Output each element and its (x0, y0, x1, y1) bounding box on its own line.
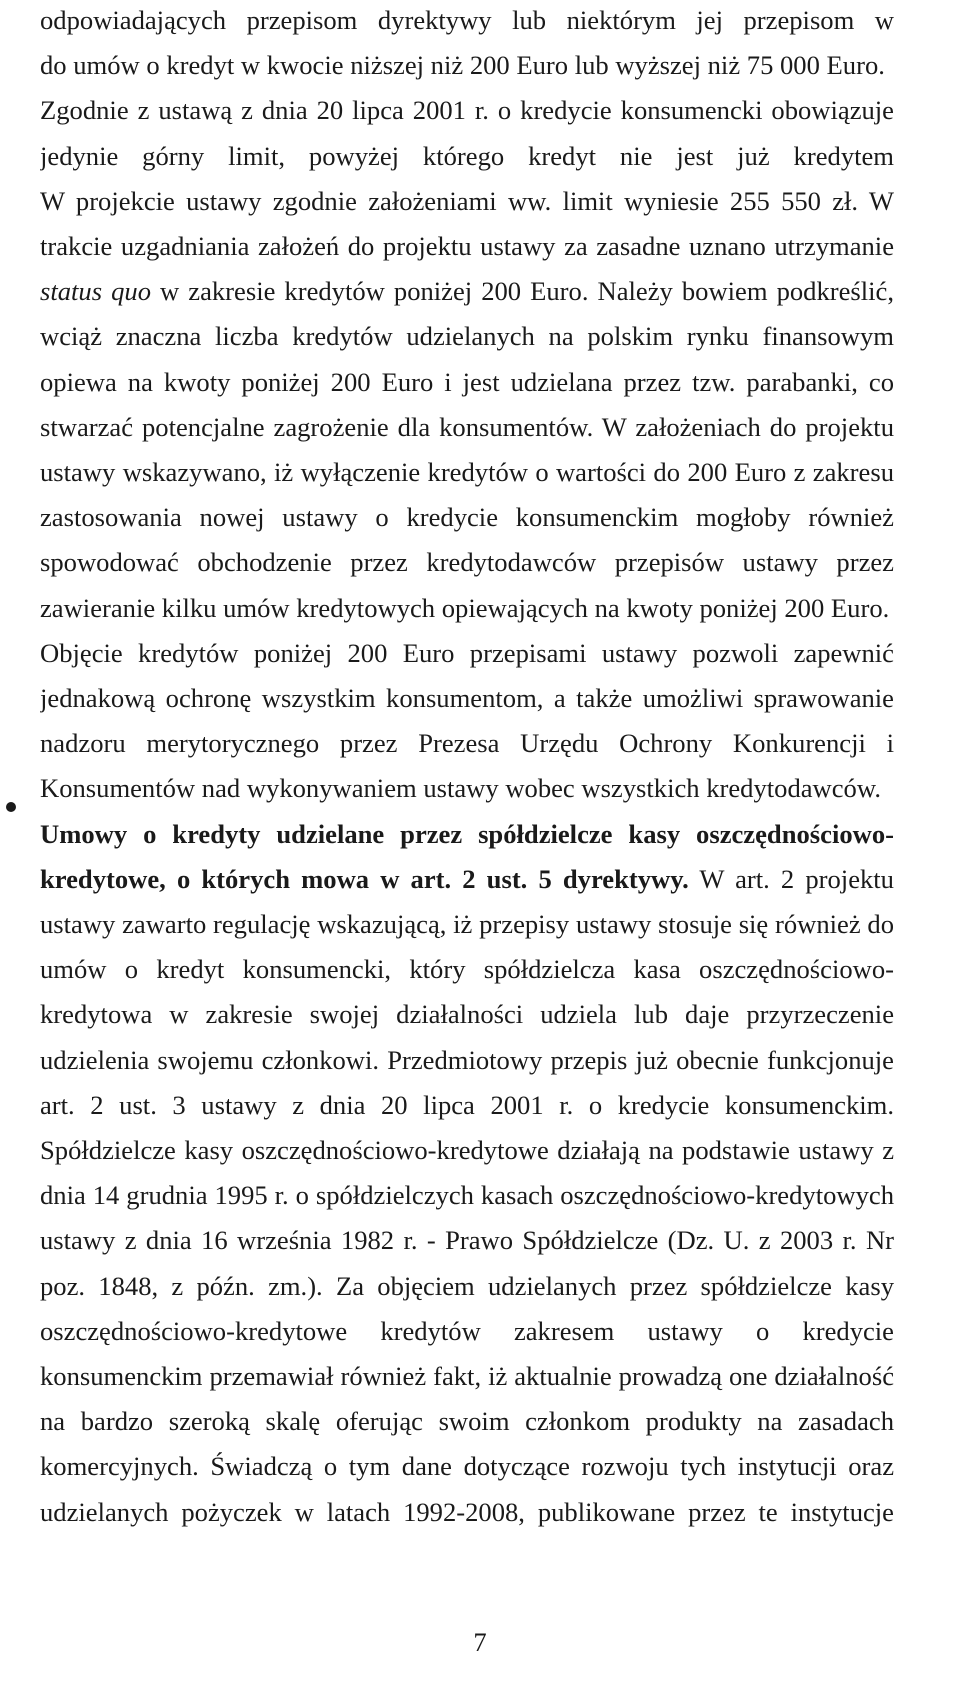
text-line (40, 633, 894, 673)
text-line (40, 723, 894, 763)
text-segment: ustawy zawarto regulację wskazującą, iż przepisy ustawy stosuje się również do (40, 909, 894, 939)
text-line (40, 1130, 894, 1170)
text-segment: art. 2 ust. 3 ustawy z dnia 20 lipca 2001 r. o kredycie konsumenckim. (40, 1089, 894, 1120)
text-line (40, 588, 894, 628)
text-segment: udzielenia swojemu członkowi. Przedmiotowy przepis już obecnie funkcjonuje (40, 1044, 894, 1075)
text-line (40, 949, 894, 989)
text-segment: wciąż znaczna liczba kredytów udzielanych na polskim rynku finansowym (40, 321, 894, 352)
text-segment: opiewa na kwoty poniżej 200 Euro i jest udzielana przez tzw. parabanki, co (40, 366, 894, 397)
text-line (40, 181, 894, 221)
text-line (40, 1085, 894, 1125)
text-line (40, 1040, 894, 1080)
text-segment: jedynie górny limit, powyżej którego kredyt nie jest już kredytem (40, 140, 894, 171)
text-line (40, 1401, 894, 1441)
bold-heading-text: kredytowe, o których mowa w art. 2 ust. 5 dyrektywy. (40, 863, 689, 894)
text-segment: trakcie uzgadniania założeń do projektu ustawy za zasadne uznano utrzymanie (40, 231, 894, 261)
text-line (40, 0, 894, 40)
text-line (40, 859, 894, 899)
text-line (40, 1492, 894, 1532)
page-number: 7 (473, 1627, 487, 1657)
text-line (40, 1446, 894, 1486)
text-segment: zastosowania nowej ustawy o kredycie konsumenckim mogłoby również (40, 502, 894, 533)
text-line (40, 1311, 894, 1351)
text-line (40, 407, 894, 447)
text-segment: Zgodnie z ustawą z dnia 20 lipca 2001 r. o kredycie konsumencki obowiązuje (40, 95, 894, 126)
text-segment: nadzoru merytorycznego przez Prezesa Urzędu Ochrony Konkurencji i (40, 728, 894, 759)
text-line (40, 542, 894, 582)
text-segment: W art. 2 projektu (688, 863, 894, 894)
text-line (40, 1266, 894, 1306)
text-line (40, 136, 894, 176)
text-segment: poz. 1848, z późn. zm.). Za objęciem udzielanych przez spółdzielcze kasy (40, 1270, 894, 1301)
text-line (40, 316, 894, 356)
text-segment: zawieranie kilku umów kredytowych opiewających na kwoty poniżej 200 Euro. (40, 592, 890, 623)
text-segment: W projekcie ustawy zgodnie założeniami ww. limit wyniesie 255 550 zł. W (40, 185, 894, 216)
text-line (40, 45, 894, 85)
text-line (40, 497, 894, 537)
text-line (40, 768, 894, 808)
text-segment: Objęcie kredytów poniżej 200 Euro przepisami ustawy pozwoli zapewnić (40, 637, 894, 668)
text-line (40, 271, 894, 311)
text-segment: Spółdzielcze kasy oszczędnościowo-kredytowe działają na podstawie ustawy z (40, 1135, 894, 1165)
text-line (40, 452, 894, 492)
text-segment: kredytowa w zakresie swojej działalności udziela lub daje przyrzeczenie (40, 999, 894, 1030)
italic-phrase: status quo (40, 276, 151, 307)
text-segment: udzielanych pożyczek w latach 1992-2008, publikowane przez te instytucje (40, 1496, 894, 1527)
text-line (40, 994, 894, 1034)
text-line (40, 226, 894, 266)
text-segment: dnia 14 grudnia 1995 r. o spółdzielczych kasach oszczędnościowo-kredytowych (40, 1180, 894, 1211)
text-segment: Konsumentów nad wykonywaniem ustawy wobec wszystkich kredytodawców. (40, 773, 881, 804)
text-segment: odpowiadających przepisom dyrektywy lub niektórym jej przepisom w (40, 5, 894, 35)
text-segment: jednakową ochronę wszystkim konsumentom, a także umożliwi sprawowanie (40, 683, 894, 713)
text-segment: ustawy z dnia 16 września 1982 r. - Prawo Spółdzielcze (Dz. U. z 2003 r. Nr (40, 1225, 894, 1256)
text-line (40, 1175, 894, 1215)
text-line (40, 1220, 894, 1260)
text-segment: oszczędnościowo-kredytowe kredytów zakresem ustawy o kredycie (40, 1315, 894, 1346)
text-line (40, 90, 894, 130)
text-segment: stwarzać potencjalne zagrożenie dla konsumentów. W założeniach do projektu (40, 411, 894, 442)
text-line (40, 904, 894, 944)
text-segment: ustawy wskazywano, iż wyłączenie kredytów o wartości do 200 Euro z zakresu (40, 457, 894, 487)
text-segment: komercyjnych. Świadczą o tym dane dotyczące rozwoju tych instytucji oraz (40, 1451, 894, 1482)
text-segment: w zakresie kredytów poniżej 200 Euro. Należy bowiem podkreślić, (160, 276, 894, 307)
text-line (40, 678, 894, 718)
text-segment: umów o kredyt konsumencki, który spółdzielcza kasa oszczędnościowo- (40, 954, 894, 985)
text-segment: do umów o kredyt w kwocie niższej niż 200 Euro lub wyższej niż 75 000 Euro. (40, 50, 885, 81)
bold-heading-text: Umowy o kredyty udzielane przez spółdzielcze kasy oszczędnościowo- (40, 818, 894, 849)
text-line (40, 814, 894, 854)
text-line (40, 362, 894, 402)
text-segment: spowodować obchodzenie przez kredytodawców przepisów ustawy przez (40, 547, 894, 578)
bullet-point (6, 802, 16, 812)
text-segment: konsumenckim przemawiał również fakt, iż aktualnie prowadzą one działalność (40, 1361, 894, 1391)
text-segment: na bardzo szeroką skalę oferując swoim członkom produkty na zasadach (40, 1406, 894, 1437)
text-line (40, 1356, 894, 1396)
